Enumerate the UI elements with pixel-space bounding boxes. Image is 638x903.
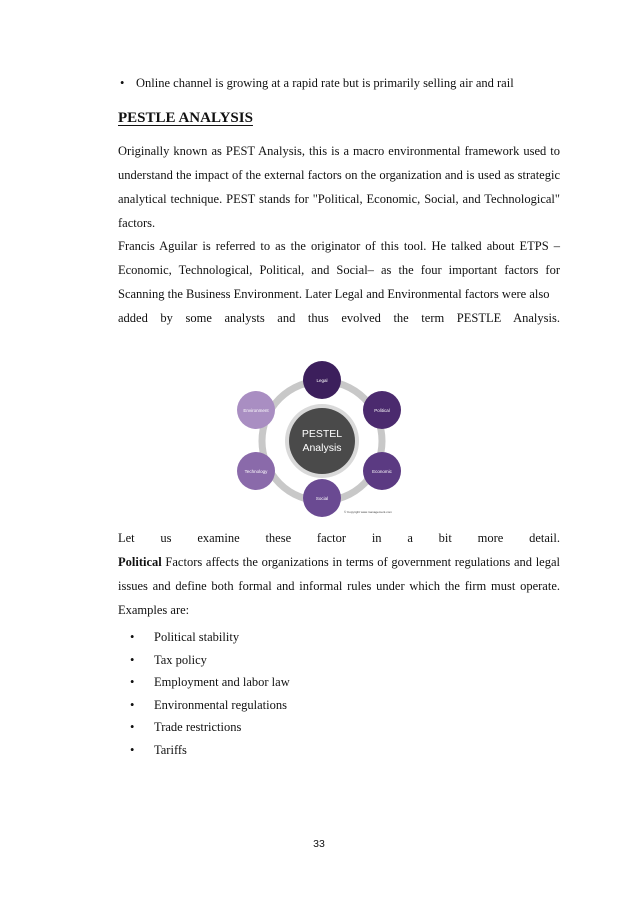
bullet-glyph: • — [130, 720, 135, 734]
list-item — [118, 649, 290, 672]
list-item-text: Tax policy — [154, 652, 207, 667]
bullet-glyph: • — [130, 630, 135, 644]
bullet-glyph: • — [120, 76, 125, 90]
node-environment-label: Environment — [243, 408, 269, 413]
top-bullet-text: Online channel is growing at a rapid rate but is primarily selling air and rail — [136, 76, 514, 90]
node-social-label: Social — [315, 496, 329, 501]
node-economic — [363, 452, 401, 490]
list-item — [118, 626, 290, 649]
node-legal-label: Legal — [316, 378, 328, 383]
node-environment — [237, 391, 275, 429]
list-item-text: Political stability — [154, 630, 240, 644]
origin-paragraph — [118, 234, 560, 330]
bullet-glyph: • — [130, 652, 135, 667]
node-political-label: Political — [374, 408, 390, 413]
intro-paragraph: Originally known as PEST Analysis, this is a macro environmental framework used to understand the impact of the external factors on the organization and is used as strategic analytical technique. PEST stands for "Political, Economic, Social, and Technological" factors. — [118, 144, 560, 230]
list-item-text: Employment and labor law — [154, 675, 290, 689]
list-item-text: Environmental regulations — [154, 697, 287, 712]
section-heading: PESTLE ANALYSIS — [118, 110, 253, 126]
node-social — [303, 479, 341, 517]
examples-list — [118, 626, 290, 761]
origin-paragraph-last-line: added by some analysts and thus evolved the term PESTLE Analysis. — [118, 311, 560, 325]
node-political — [363, 391, 401, 429]
page-number: 33 — [313, 838, 325, 850]
list-item — [118, 694, 290, 717]
center-label-line2: Analysis — [302, 442, 342, 454]
examine-line: Let us examine these factor in a bit more detail. — [118, 531, 560, 545]
center-label-line1: PESTEL — [301, 428, 343, 440]
list-item — [118, 671, 290, 694]
node-legal — [303, 361, 341, 399]
list-item — [118, 716, 290, 739]
list-item-text: Trade restrictions — [154, 720, 242, 734]
bullet-glyph: • — [130, 697, 135, 712]
political-label: Political — [118, 555, 162, 569]
diagram-copyright: © Copyright www.management.com — [344, 510, 392, 514]
pestel-diagram — [230, 356, 415, 518]
node-economic-label: Economic — [372, 469, 392, 474]
bullet-glyph: • — [130, 675, 135, 689]
node-technology — [237, 452, 275, 490]
node-technology-label: Technology — [244, 469, 268, 474]
political-text: Factors affects the organizations in terms of government regulations and legal issues and define both formal and informal rules under which the firm must operate. Examples are: — [118, 555, 560, 617]
political-paragraph — [118, 526, 560, 622]
origin-paragraph-body: Francis Aguilar is referred to as the originator of this tool. He talked about ETPS – Economic, Technological, Political, and Social– as the four important factors for Scanning the Business Environment. Later Legal and Environmental factors were also — [118, 239, 560, 301]
list-item-text: Tariffs — [154, 742, 187, 757]
center-circle — [289, 408, 355, 474]
list-item — [118, 739, 290, 762]
top-bullet-item — [120, 76, 514, 91]
bullet-glyph: • — [130, 742, 135, 757]
